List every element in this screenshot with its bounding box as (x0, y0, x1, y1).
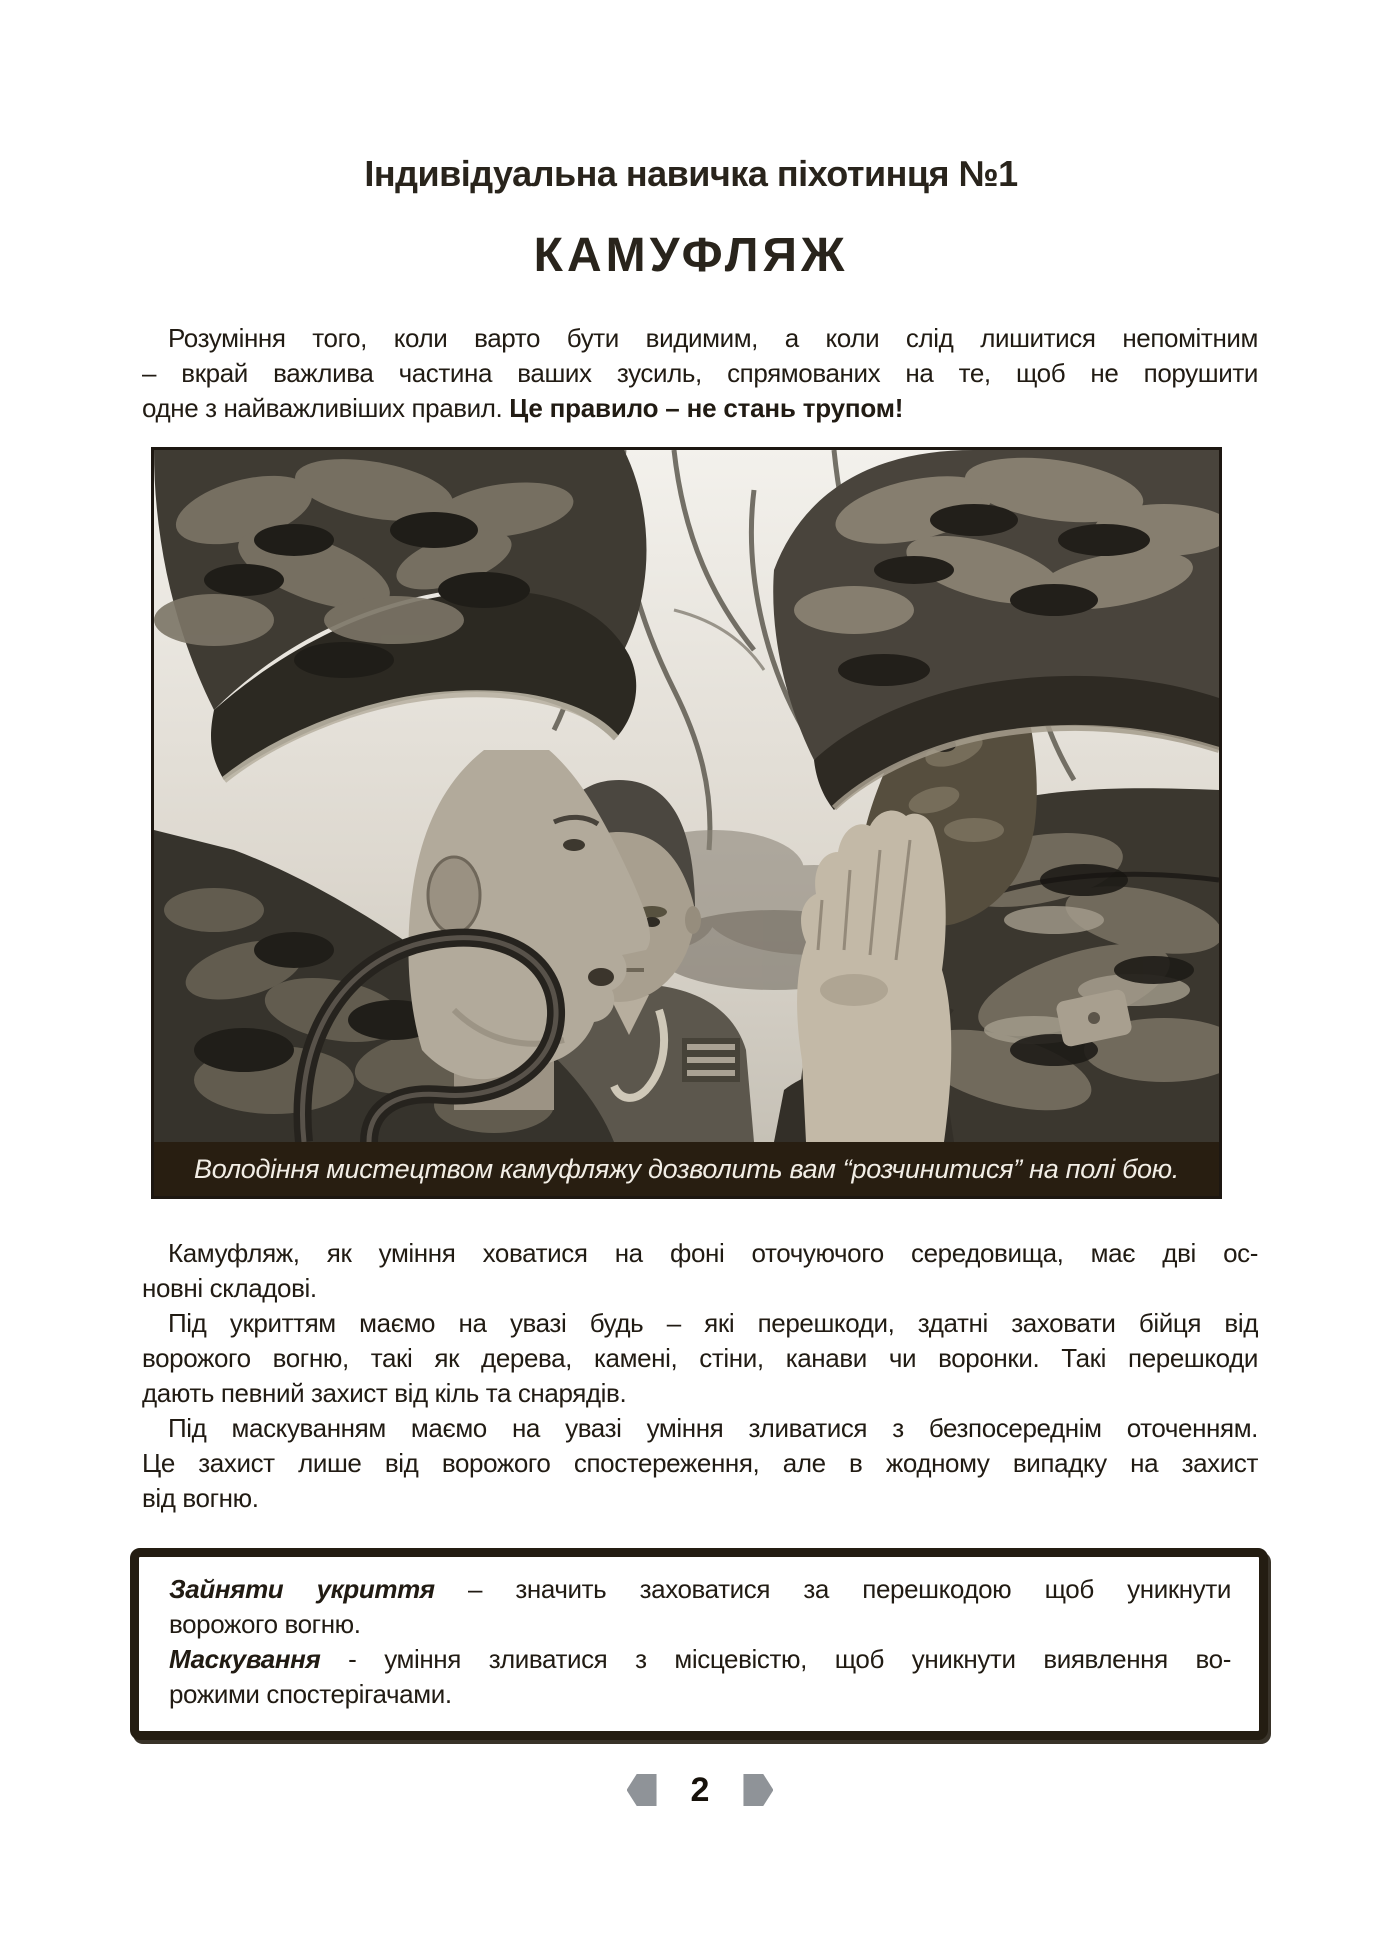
text-line: Це захист лише від ворожого спостереження, але в жодному випадку на захист (142, 1448, 1258, 1478)
term-masking: Маскування (169, 1644, 321, 1674)
page-footer (9, 1770, 1382, 1810)
photo-caption: Володіння мистецтвом камуфляжу дозволить вам “розчинитися” на полі бою. (154, 1142, 1219, 1196)
text-line: дають певний захист від кіль та снарядів. (142, 1378, 627, 1408)
body-paragraphs (142, 1236, 1258, 1516)
intro-paragraph (142, 321, 1258, 426)
text-line: ворожого вогню, такі як дерева, камені, стіни, канави чи воронки. Такі перешкоди (142, 1343, 1258, 1373)
definition-line: ворожого вогню. (169, 1609, 361, 1639)
definition-box (130, 1548, 1268, 1740)
kicker-title: Індивідуальна навичка піхотинця №1 (364, 153, 1018, 194)
term-cover: Зайняти укриття (169, 1574, 435, 1604)
text-line: – вкрай важлива частина ваших зусиль, спрямованих на те, щоб не порушити (142, 358, 1258, 388)
text-line: Камуфляж, як уміння ховатися на фоні оточуючого середовища, має дві ос- (168, 1238, 1258, 1268)
definition-line: Маскування - уміння зливатися з місцевістю, щоб уникнути виявлення во- (169, 1644, 1231, 1674)
emphasis-text: Це правило – не стань трупом! (509, 393, 904, 423)
photo-illustration (154, 450, 1219, 1142)
text-line: одне з найважливіших правил. Це правило – не стань трупом! (142, 393, 904, 423)
definition-line: Зайняти укриття – значить заховатися за перешкодою щоб уникнути (169, 1574, 1231, 1604)
next-page-icon[interactable] (743, 1774, 773, 1806)
text-line: Під укриттям маємо на увазі будь – які перешкоди, здатні заховати бійця від (168, 1308, 1258, 1338)
text-line: від вогню. (142, 1483, 259, 1513)
photo-figure (151, 447, 1222, 1199)
text-line: Під маскуванням маємо на увазі уміння зливатися з безпосереднім оточенням. (168, 1413, 1258, 1443)
text-line: новні складові. (142, 1273, 317, 1303)
definition-line: рожими спостерігачами. (169, 1679, 452, 1709)
chapter-title: КАМУФЛЯЖ (533, 229, 849, 282)
prev-page-icon[interactable] (627, 1774, 657, 1806)
text-line: Розуміння того, коли варто бути видимим, а коли слід лишитися непомітним (168, 323, 1258, 353)
page-number: 2 (690, 1771, 710, 1809)
